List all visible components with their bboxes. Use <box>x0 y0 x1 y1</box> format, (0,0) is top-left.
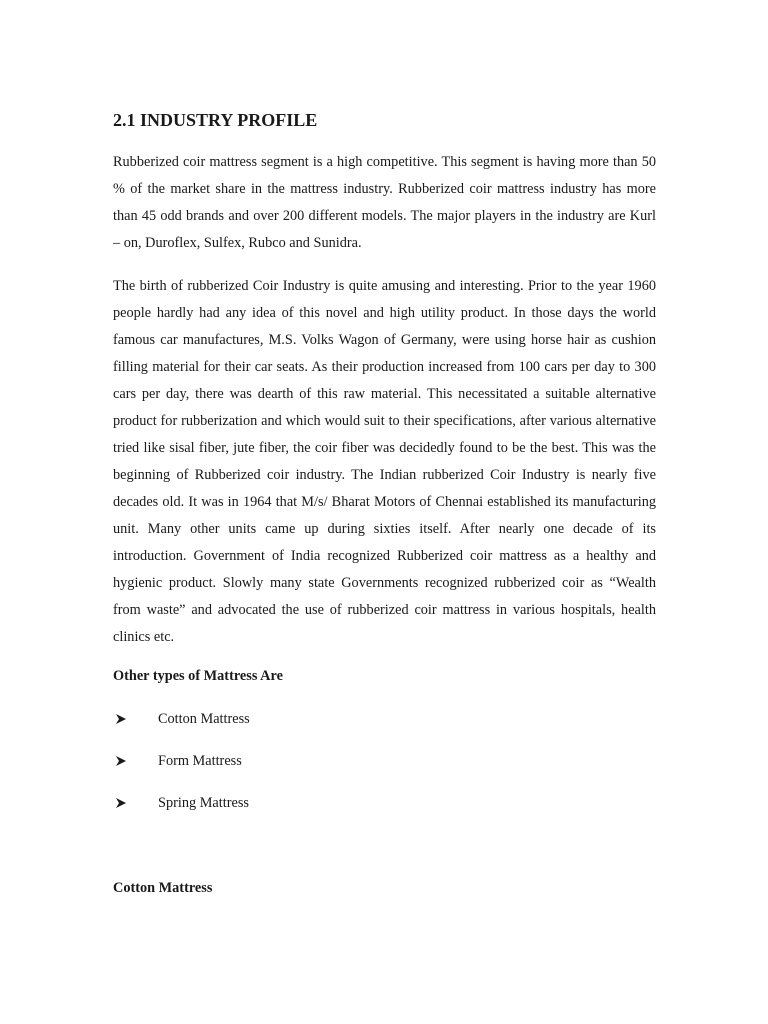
list-item <box>113 709 513 729</box>
list-item-label: Spring Mattress <box>158 795 249 811</box>
paragraph-industry-history: The birth of rubberized Coir Industry is quite amusing and interesting. Prior to the year 1960 people hardly had any idea of this novel and high utility product. In those days the world famous car manufactures, M.S. Volks Wagon of Germany, were using horse hair as cushion filling material for their car seats. As their production increased from 100 cars per day to 300 cars per day, there was dearth of this raw material. This necessitated a suitable alternative product for rubberization and which would suit to their specifications, after various alternative tried like sisal fiber, jute fiber, the coir fiber was decidedly found to be the best. This was the beginning of Rubberized coir industry. The Indian rubberized Coir Industry is nearly five decades old. It was in 1964 that M/s/ Bharat Motors of Chennai established its manufacturing unit. Many other units came up during sixties itself. After nearly one decade of its introduction. Government of India recognized Rubberized coir mattress as a healthy and hygienic product. Slowly many state Governments recognized rubberized coir as “Wealth from waste” and advocated the use of rubberized coir mattress in various hospitals, health clinics etc. <box>113 278 656 645</box>
list-item <box>113 793 513 813</box>
list-item-label: Cotton Mattress <box>158 711 250 727</box>
list-item-label: Form Mattress <box>158 753 242 769</box>
list-heading: Other types of Mattress Are <box>113 668 283 684</box>
section-title: 2.1 INDUSTRY PROFILE <box>113 110 318 130</box>
list-item <box>113 751 513 771</box>
arrowhead-bullet-icon <box>115 713 127 725</box>
arrowhead-bullet-icon <box>115 797 127 809</box>
arrowhead-bullet-icon <box>115 755 127 767</box>
paragraph-market-overview: Rubberized coir mattress segment is a high competitive. This segment is having more than 50 % of the market share in the mattress industry. Rubberized coir mattress industry has more than 45 odd brands and over 200 different models. The major players in the industry are Kurl – on, Duroflex, Sulfex, Rubco and Sunidra. <box>113 154 656 251</box>
section-subheading: Cotton Mattress <box>113 880 213 896</box>
